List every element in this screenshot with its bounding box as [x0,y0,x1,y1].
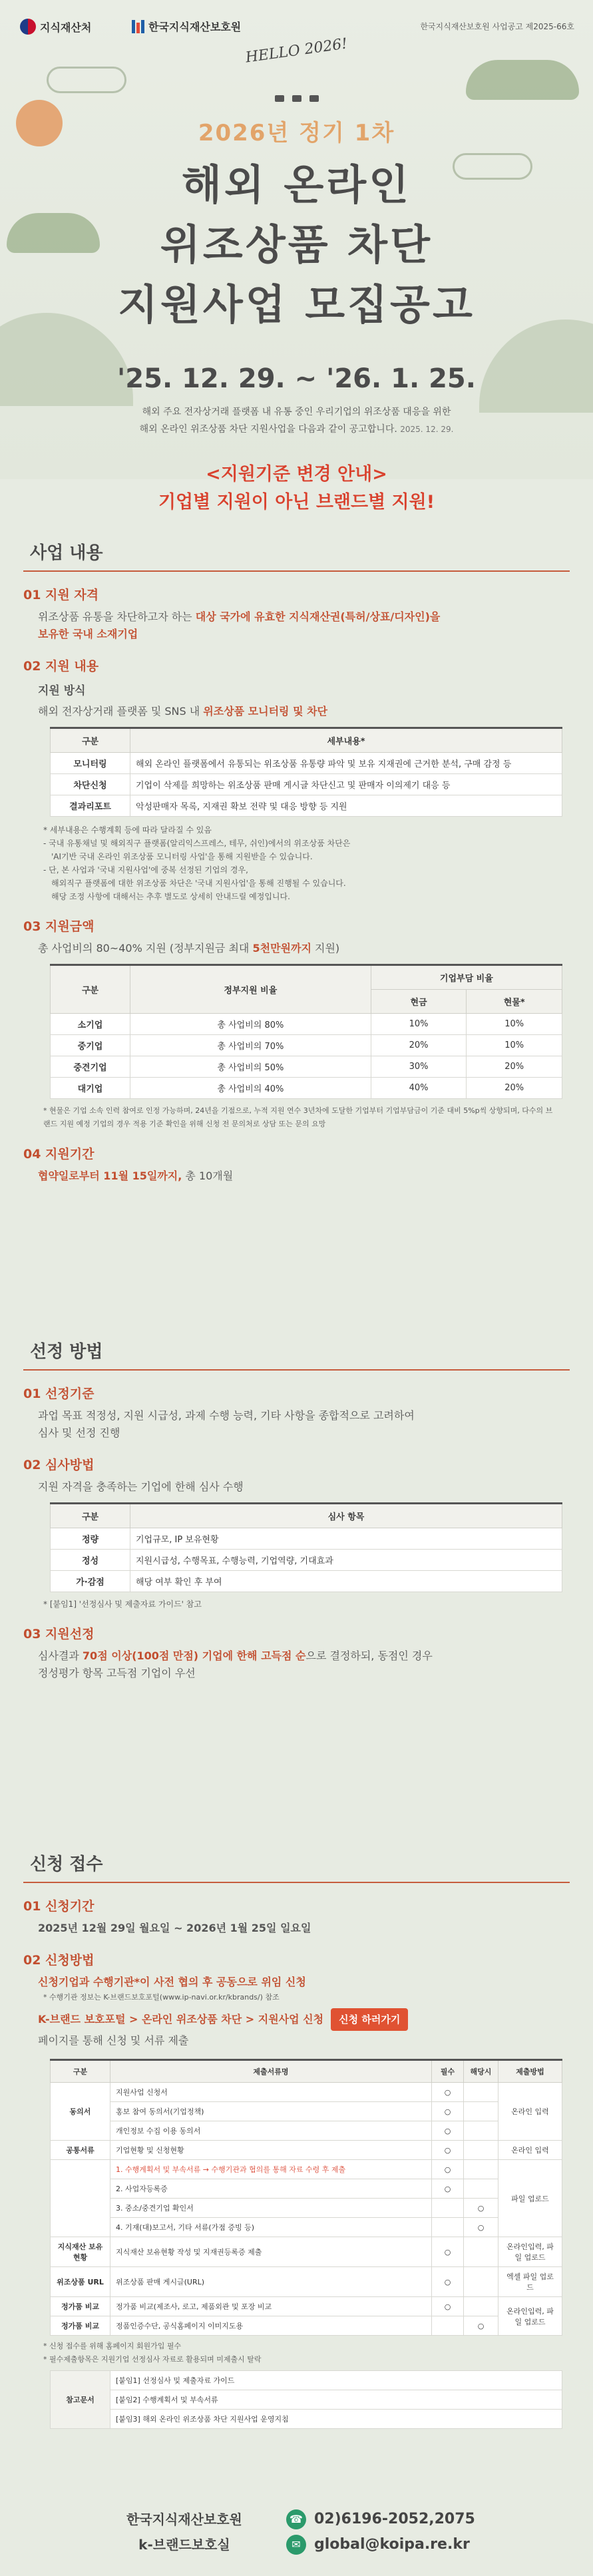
table-cell: 10% [371,1014,467,1035]
table-cell: 정량 [51,1528,130,1550]
table-cell: 악성판매자 목록, 지재권 확보 전략 및 대응 방향 등 지원 [130,795,562,817]
taegeuk-icon [20,19,36,35]
table-row [51,2237,562,2267]
submit-method: 온라인 입력 [498,2141,562,2160]
funding-footnote: * 현물은 기업 소속 인력 참여로 인정 가능하며, 24년을 기점으로, 누적 지원 연수 3년차에 도달한 기업부터 기업부담금이 기준 대비 5%p씩 상향되며, 다수의 브랜드 지원 예정 기업의 경우 적용 기준 확인을 위해 신청 전 문의처로 상담 또는 문의 요망 [43,1106,553,1128]
contact-org [126,2507,242,2557]
table-cell: 모니터링 [51,753,130,774]
required-mark: ○ [432,2083,464,2102]
text-segment: 총 사업비의 80~40% 지원 (정부지원금 최대 [38,942,253,955]
table-row [51,2297,562,2316]
table-header: 구분 [51,728,130,753]
text-highlight: 협약일로부터 11월 15일까지, [38,1170,182,1182]
table-cell: 정가품 비교 [51,2316,110,2336]
org-name-1: 지식재산처 [40,21,92,34]
table-header: 구분 [51,965,130,1014]
footnote: 해외직구 플랫폼에 대한 위조상품 차단은 '국내 지원사업'을 통해 진행될 수 있습니다. [51,879,346,888]
support-method-text [38,703,570,720]
method-line-2 [38,2008,570,2031]
submit-method: 온라인입력, 파일 업로드 [498,2237,562,2267]
section-application [23,1850,570,2429]
table-row [51,1550,562,1571]
required-mark [432,2316,464,2336]
title-line-1: 해외 온라인 [181,160,412,209]
funding-table [50,964,562,1099]
selection-text [38,1647,570,1682]
table-row [51,1528,562,1550]
text-line: 과업 목표 적정성, 지원 시급성, 과제 수행 능력, 기타 사항을 종합적으로 고려하여 [38,1409,415,1422]
text-segment: 으로 결정하되, 동점인 경우 [305,1649,433,1662]
contact-info [286,2507,475,2557]
review-heading: 02 심사방법 [23,1458,95,1472]
phone-icon: ☎ [286,2509,306,2529]
optional-mark [464,2160,498,2179]
period-text [38,1168,570,1185]
section-business [23,539,570,1185]
period-heading: 04 지원기간 [23,1147,95,1162]
table-cell: 결과리포트 [51,795,130,817]
review-text: 지원 자격을 충족하는 기업에 한해 심사 수행 [38,1480,244,1493]
table-row [51,2218,562,2237]
table-row [51,1056,562,1078]
table-cell: 소기업 [51,1014,130,1035]
org-logo-2 [132,19,241,34]
table-row [51,2102,562,2121]
required-mark: ○ [432,2160,464,2179]
table-cell: 기업이 삭제를 희망하는 위조상품 판매 게시글 차단신고 및 판매자 이의제기 대응 등 [130,774,562,795]
submit-method: 엑셀 파일 업로드 [498,2267,562,2297]
mail-icon: ✉ [286,2535,306,2555]
application-period-text: 2025년 12월 29일 월요일 ~ 2026년 1월 25일 일요일 [38,1922,311,1934]
funding-text [38,940,570,957]
table-cell: 차단신청 [51,774,130,795]
table-cell: 30% [371,1056,467,1078]
table-cell: 20% [467,1078,562,1099]
table-cell: 참고문서 [51,2371,110,2429]
method-line-3: 페이지를 통해 신청 및 서류 제출 [38,2034,189,2047]
portal-path: K-브랜드 보호포털 > 온라인 위조상품 차단 > 지원사업 신청 [38,2013,324,2026]
table-cell: 공통서류 [51,2141,110,2160]
table-cell: 위조상품 URL [51,2267,110,2297]
optional-mark: ○ [464,2199,498,2218]
text-segment: 해외 전자상거래 플랫폼 및 SNS 내 [38,705,204,718]
table-row [51,795,562,817]
footnote: * [붙임1] '선정심사 및 제출자료 가이드' 참고 [43,1600,202,1609]
table-cell: 40% [371,1078,467,1099]
table-row [51,2267,562,2297]
document-name: 정품인증수단, 공식홈페이지 이미지도용 [110,2316,432,2336]
optional-mark [464,2102,498,2121]
table-cell: 기업규모, IP 보유현황 [130,1528,562,1550]
hero-desc-line-1: 해외 주요 전자상거래 플랫폼 내 유통 중인 우리기업의 위조상품 대응을 위한 [142,407,451,417]
reference-doc: [붙임1] 선정심사 및 제출자료 가이드 [110,2371,562,2390]
support-heading: 02 지원 내용 [23,659,99,674]
table-row [51,753,562,774]
contact-email[interactable]: global@koipa.re.kr [314,2536,470,2553]
table-header: 세부내용* [130,728,562,753]
section-title: 신청 접수 [23,1850,570,1883]
contact-phone[interactable]: 02)6196-2052,2075 [314,2511,475,2527]
text-segment: 심사결과 [38,1649,83,1662]
required-mark: ○ [432,2141,464,2160]
table-header: 현금 [371,990,467,1014]
table-row [51,2390,562,2410]
table-cell: 총 사업비의 50% [130,1056,371,1078]
submit-method: 온라인입력, 파일 업로드 [498,2297,562,2336]
text-segment: 총 10개월 [182,1170,234,1182]
criteria-text [38,1407,570,1442]
change-notice-title: <지원기준 변경 안내> [206,464,387,485]
table-cell [51,2160,110,2237]
table-row [51,2199,562,2218]
table-row [51,2141,562,2160]
table-header: 현물* [467,990,562,1014]
document-name: 지원사업 신청서 [110,2083,432,2102]
text-segment: 지원) [311,942,340,955]
hero-desc-line-2: 해외 온라인 위조상품 차단 지원사업을 다음과 같이 공고합니다. [139,424,397,435]
optional-mark [464,2141,498,2160]
optional-mark [464,2267,498,2297]
table-cell: 해외 온라인 플랫폼에서 유통되는 위조상품 유통량 파악 및 보유 지재권에 근거한 분석, 구매 감정 등 [130,753,562,774]
table-cell: 지원시급성, 수행목표, 수행능력, 기업역량, 기대효과 [130,1550,562,1571]
table-cell: 총 사업비의 80% [130,1014,371,1035]
table-row [51,1035,562,1056]
document-name: 4. 기재(대)보고서, 기타 서류(가점 증빙 등) [110,2218,432,2237]
text-highlight: 5천만원까지 [252,942,311,955]
submit-method: 파일 업로드 [498,2160,562,2237]
apply-button[interactable]: 신청 하러가기 [331,2008,408,2031]
optional-mark [464,2297,498,2316]
documents-table [50,2059,562,2336]
reference-doc: [붙임3] 해외 온라인 위조상품 차단 지원사업 운영지침 [110,2410,562,2429]
required-mark: ○ [432,2121,464,2141]
footnote: * 세부내용은 수행계획 등에 따라 달라질 수 있음 [43,825,212,835]
application-period-heading: 01 신청기간 [23,1899,95,1914]
table-header: 필수 [432,2060,464,2083]
document-name: 정가품 비교(제조사, 로고, 제품외관 및 포장 비교 [110,2297,432,2316]
required-mark [432,2199,464,2218]
document-name: 1. 수행계획서 및 부속서류 → 수행기관과 협의를 통해 자료 수령 후 제출 [110,2160,432,2179]
submit-method: 온라인 입력 [498,2083,562,2141]
document-name: 개인정보 수집 이용 동의서 [110,2121,432,2141]
table-row [51,774,562,795]
table-row [51,2121,562,2141]
table-cell: 20% [467,1056,562,1078]
hero-description [93,403,500,438]
text-highlight: 보유한 국내 소재기업 [38,628,138,640]
contact-dept-name: k-브랜드보호실 [138,2537,230,2553]
round-subtitle: 2026년 정기 1차 [198,120,395,146]
optional-mark: ○ [464,2218,498,2237]
footer [0,2489,593,2576]
selection-heading: 03 지원선정 [23,1627,95,1641]
table-header: 심사 항목 [130,1504,562,1528]
table-cell: 중기업 [51,1035,130,1056]
table-cell: 정가품 비교 [51,2297,110,2316]
table-cell: 중견기업 [51,1056,130,1078]
table-cell: 해당 여부 확인 후 부여 [130,1571,562,1592]
table-row [51,2083,562,2102]
announce-date: 2025. 12. 29. [400,425,454,434]
footnote: 'AI기반 국내 온라인 위조상품 모니터링 사업'을 통해 지원받을 수 있습니다. [51,852,313,861]
footnote: - 단, 본 사업과 '국내 지원사업'에 중복 선정된 기업의 경우, [43,865,248,875]
document-name: 지식재산 보유현황 작성 및 지재권등록증 제출 [110,2237,432,2267]
table-cell: 대기업 [51,1078,130,1099]
table-cell: 가·감점 [51,1571,130,1592]
reference-doc: [붙임2] 수행계획서 및 부속서류 [110,2390,562,2410]
text-highlight: 70점 이상(100점 만점) 기업에 한해 고득점 순 [82,1649,306,1662]
table-row [51,2179,562,2199]
section-title: 선정 방법 [23,1338,570,1371]
section-title: 사업 내용 [23,539,570,572]
table-cell: 20% [371,1035,467,1056]
table-cell: 10% [467,1035,562,1056]
footnote: * 신청 접수를 위해 홈페이지 회원가입 필수 [43,2342,182,2350]
title-line-3: 지원사업 모집공고 [118,280,475,329]
optional-mark: ○ [464,2316,498,2336]
table-row [51,2316,562,2336]
text-highlight: 대상 국가에 유효한 지식재산권(특허/상표/디자인)을 [195,610,441,623]
table-header: 구분 [51,1504,130,1528]
application-method-heading: 02 신청방법 [23,1953,95,1968]
table-row [51,2371,562,2390]
text-segment: 위조상품 유통을 차단하고자 하는 [38,610,196,623]
table-row [51,1571,562,1592]
change-notice-body: 기업별 지원이 아닌 브랜드별 지원! [158,492,435,513]
table-header: 기업부담 비율 [371,965,562,990]
criteria-heading: 01 선정기준 [23,1387,95,1401]
required-mark: ○ [432,2237,464,2267]
table-header: 제출방법 [498,2060,562,2083]
table-cell: 동의서 [51,2083,110,2141]
table-row [51,2410,562,2429]
optional-mark [464,2083,498,2102]
dots-decoration [0,92,593,105]
table-header: 해당시 [464,2060,498,2083]
table-header: 제출서류명 [110,2060,432,2083]
application-period: '25. 12. 29. ~ '26. 1. 25. [117,363,476,394]
required-mark: ○ [432,2179,464,2199]
method-line-1: 신청기업과 수행기관*이 사전 협의 후 공동으로 위임 신청 [38,1976,306,1988]
table-row [51,2160,562,2179]
document-name: 위조상품 판매 게시글(URL) [110,2267,432,2297]
footnote: * 수행기관 정보는 K-브랜드보호포털(www.ip-navi.or.kr/kbrands/) 참조 [43,1993,280,2002]
section-selection [23,1338,570,1682]
eligibility-text [38,608,570,643]
notice-number: 한국지식재산보호원 사업공고 제2025-66호 [420,22,574,31]
optional-mark [464,2237,498,2267]
org-logo-1 [20,19,91,35]
reference-table [50,2370,562,2429]
optional-mark [464,2179,498,2199]
contact-org-name: 한국지식재산보호원 [126,2511,242,2527]
koipa-logo-icon [132,20,144,33]
title-line-2: 위조상품 차단 [160,220,433,269]
required-mark: ○ [432,2102,464,2121]
hello-text: HELLO 2026! [244,35,349,67]
required-mark: ○ [432,2267,464,2297]
table-cell: 총 사업비의 40% [130,1078,371,1099]
footnote: - 국내 유통채널 및 해외직구 플랫폼(알리익스프레스, 테무, 쉬인)에서의 위조상품 차단은 [43,839,351,848]
table-header: 정부지원 비율 [130,965,371,1014]
table-cell: 정성 [51,1550,130,1571]
review-table [50,1502,562,1592]
text-line: 심사 및 선정 진행 [38,1426,120,1439]
org-name-2: 한국지식재산보호원 [148,21,242,33]
footnote: * 필수제출항목은 지원기업 선정심사 자료로 활용되며 미제출시 탈락 [43,2355,262,2364]
document-name: 3. 중소/중견기업 확인서 [110,2199,432,2218]
optional-mark [464,2121,498,2141]
table-row [51,1078,562,1099]
text-highlight: 위조상품 모니터링 및 차단 [203,705,328,718]
document-name: 2. 사업자등록증 [110,2179,432,2199]
document-name: 기업현황 및 신청현황 [110,2141,432,2160]
support-detail-table [50,727,562,817]
support-method-label: 지원 방식 [38,684,86,698]
eligibility-heading: 01 지원 자격 [23,588,99,602]
text-segment: 정성평가 항목 고득점 기업이 우선 [38,1667,196,1679]
document-name: 홍보 참여 동의서(기업정책) [110,2102,432,2121]
table-cell: 10% [467,1014,562,1035]
funding-heading: 03 지원금액 [23,919,95,934]
table-cell: 총 사업비의 70% [130,1035,371,1056]
table-row [51,1014,562,1035]
required-mark [432,2218,464,2237]
required-mark: ○ [432,2297,464,2316]
table-cell: 지식재산 보유현황 [51,2237,110,2267]
footnote: 해당 조정 사항에 대해서는 추후 별도로 상세히 안내드릴 예정입니다. [51,892,290,901]
table-header: 구분 [51,2060,110,2083]
